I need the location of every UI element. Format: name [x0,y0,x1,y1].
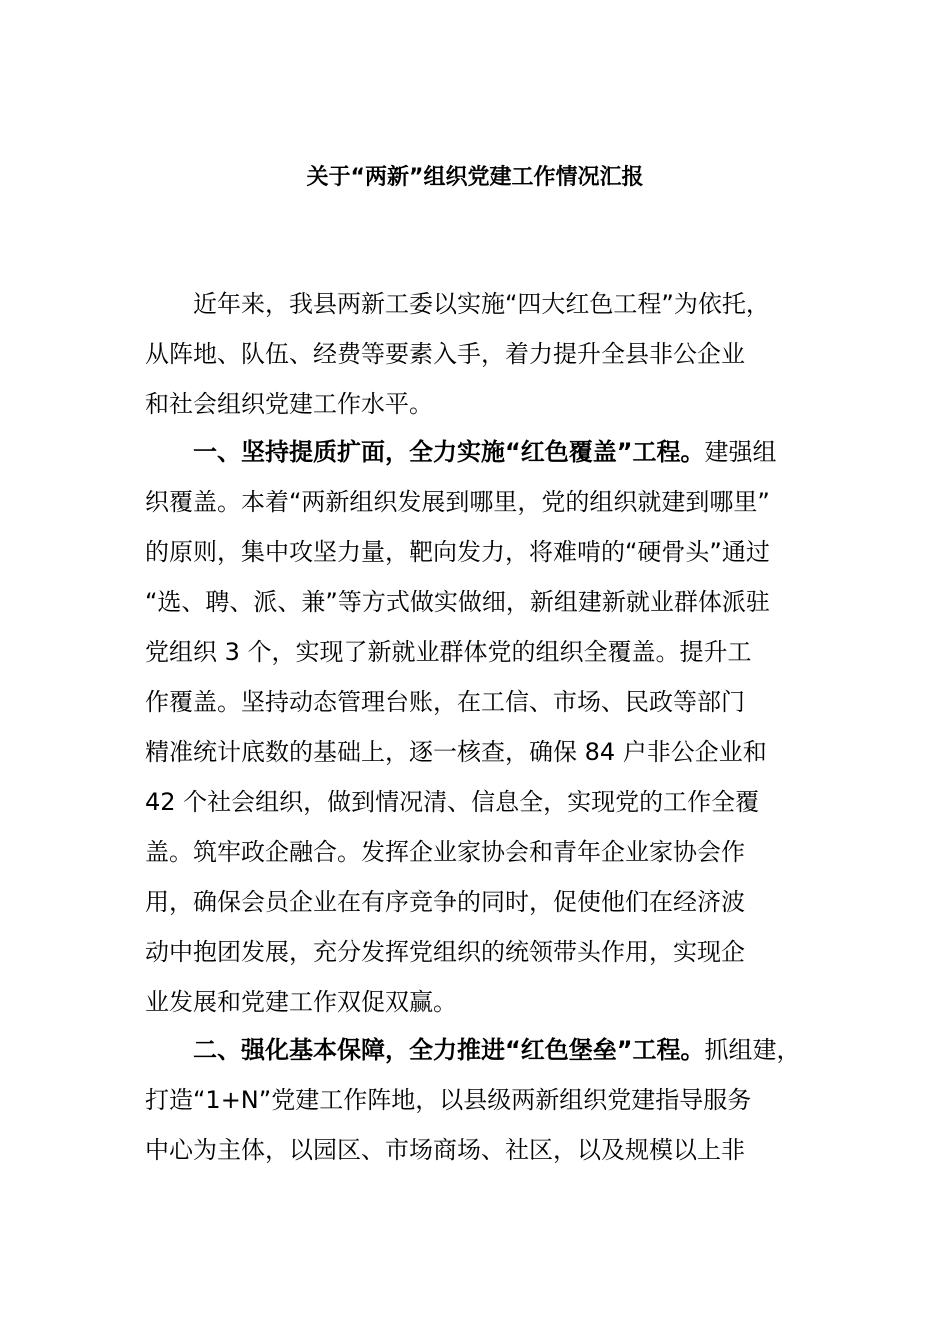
paragraph-line: 的原则，集中攻坚力量，靶向发力，将难啃的“硬骨头”通过 [145,538,770,566]
paragraph-line [145,1032,801,1068]
paragraph-line: 和社会组织党建工作水平。 [145,390,433,418]
paragraph-line: 党组织 3 个，实现了新就业群体党的组织全覆盖。提升工 [145,638,752,666]
paragraph-text: 建强组 [704,438,777,466]
paragraph-line: 作覆盖。坚持动态管理台账，在工信、市场、民政等部门 [145,688,745,716]
paragraph-line: 动中抱团发展，充分发挥党组织的统领带头作用，实现企 [145,938,745,966]
paragraph-text: 抓组建， [704,1036,801,1064]
paragraph-line: 用，确保会员企业在有序竞争的同时，促使他们在经济波 [145,888,745,916]
section-heading-2: 二、强化基本保障，全力推进“红色堡垒”工程。 [145,1036,705,1064]
paragraph-line: “选、聘、派、兼”等方式做实做细，新组建新就业群体派驻 [145,588,770,616]
paragraph-line: 42 个社会组织，做到情况清、信息全，实现党的工作全覆 [145,788,760,816]
paragraph-line: 打造“1+N”党建工作阵地，以县级两新组织党建指导服务 [145,1086,752,1114]
paragraph-line: 织覆盖。本着“两新组织发展到哪里，党的组织就建到哪里” [145,488,770,516]
paragraph-line: 近年来，我县两新工委以实施“四大红色工程”为依托， [145,290,770,318]
paragraph-line: 盖。筑牢政企融合。发挥企业家协会和青年企业家协会作 [145,838,745,866]
paragraph-line [145,434,777,470]
paragraph-line: 业发展和党建工作双促双赢。 [145,988,457,1016]
document-title: 关于“两新”组织党建工作情况汇报 [306,165,644,190]
section-heading-1: 一、坚持提质扩面，全力实施“红色覆盖”工程。 [145,438,705,466]
paragraph-line: 从阵地、队伍、经费等要素入手，着力提升全县非公企业 [145,340,745,368]
paragraph-line: 中心为主体，以园区、市场商场、社区，以及规模以上非 [145,1136,745,1164]
paragraph-line: 精准统计底数的基础上，逐一核查，确保 84 户非公企业和 [145,738,767,766]
